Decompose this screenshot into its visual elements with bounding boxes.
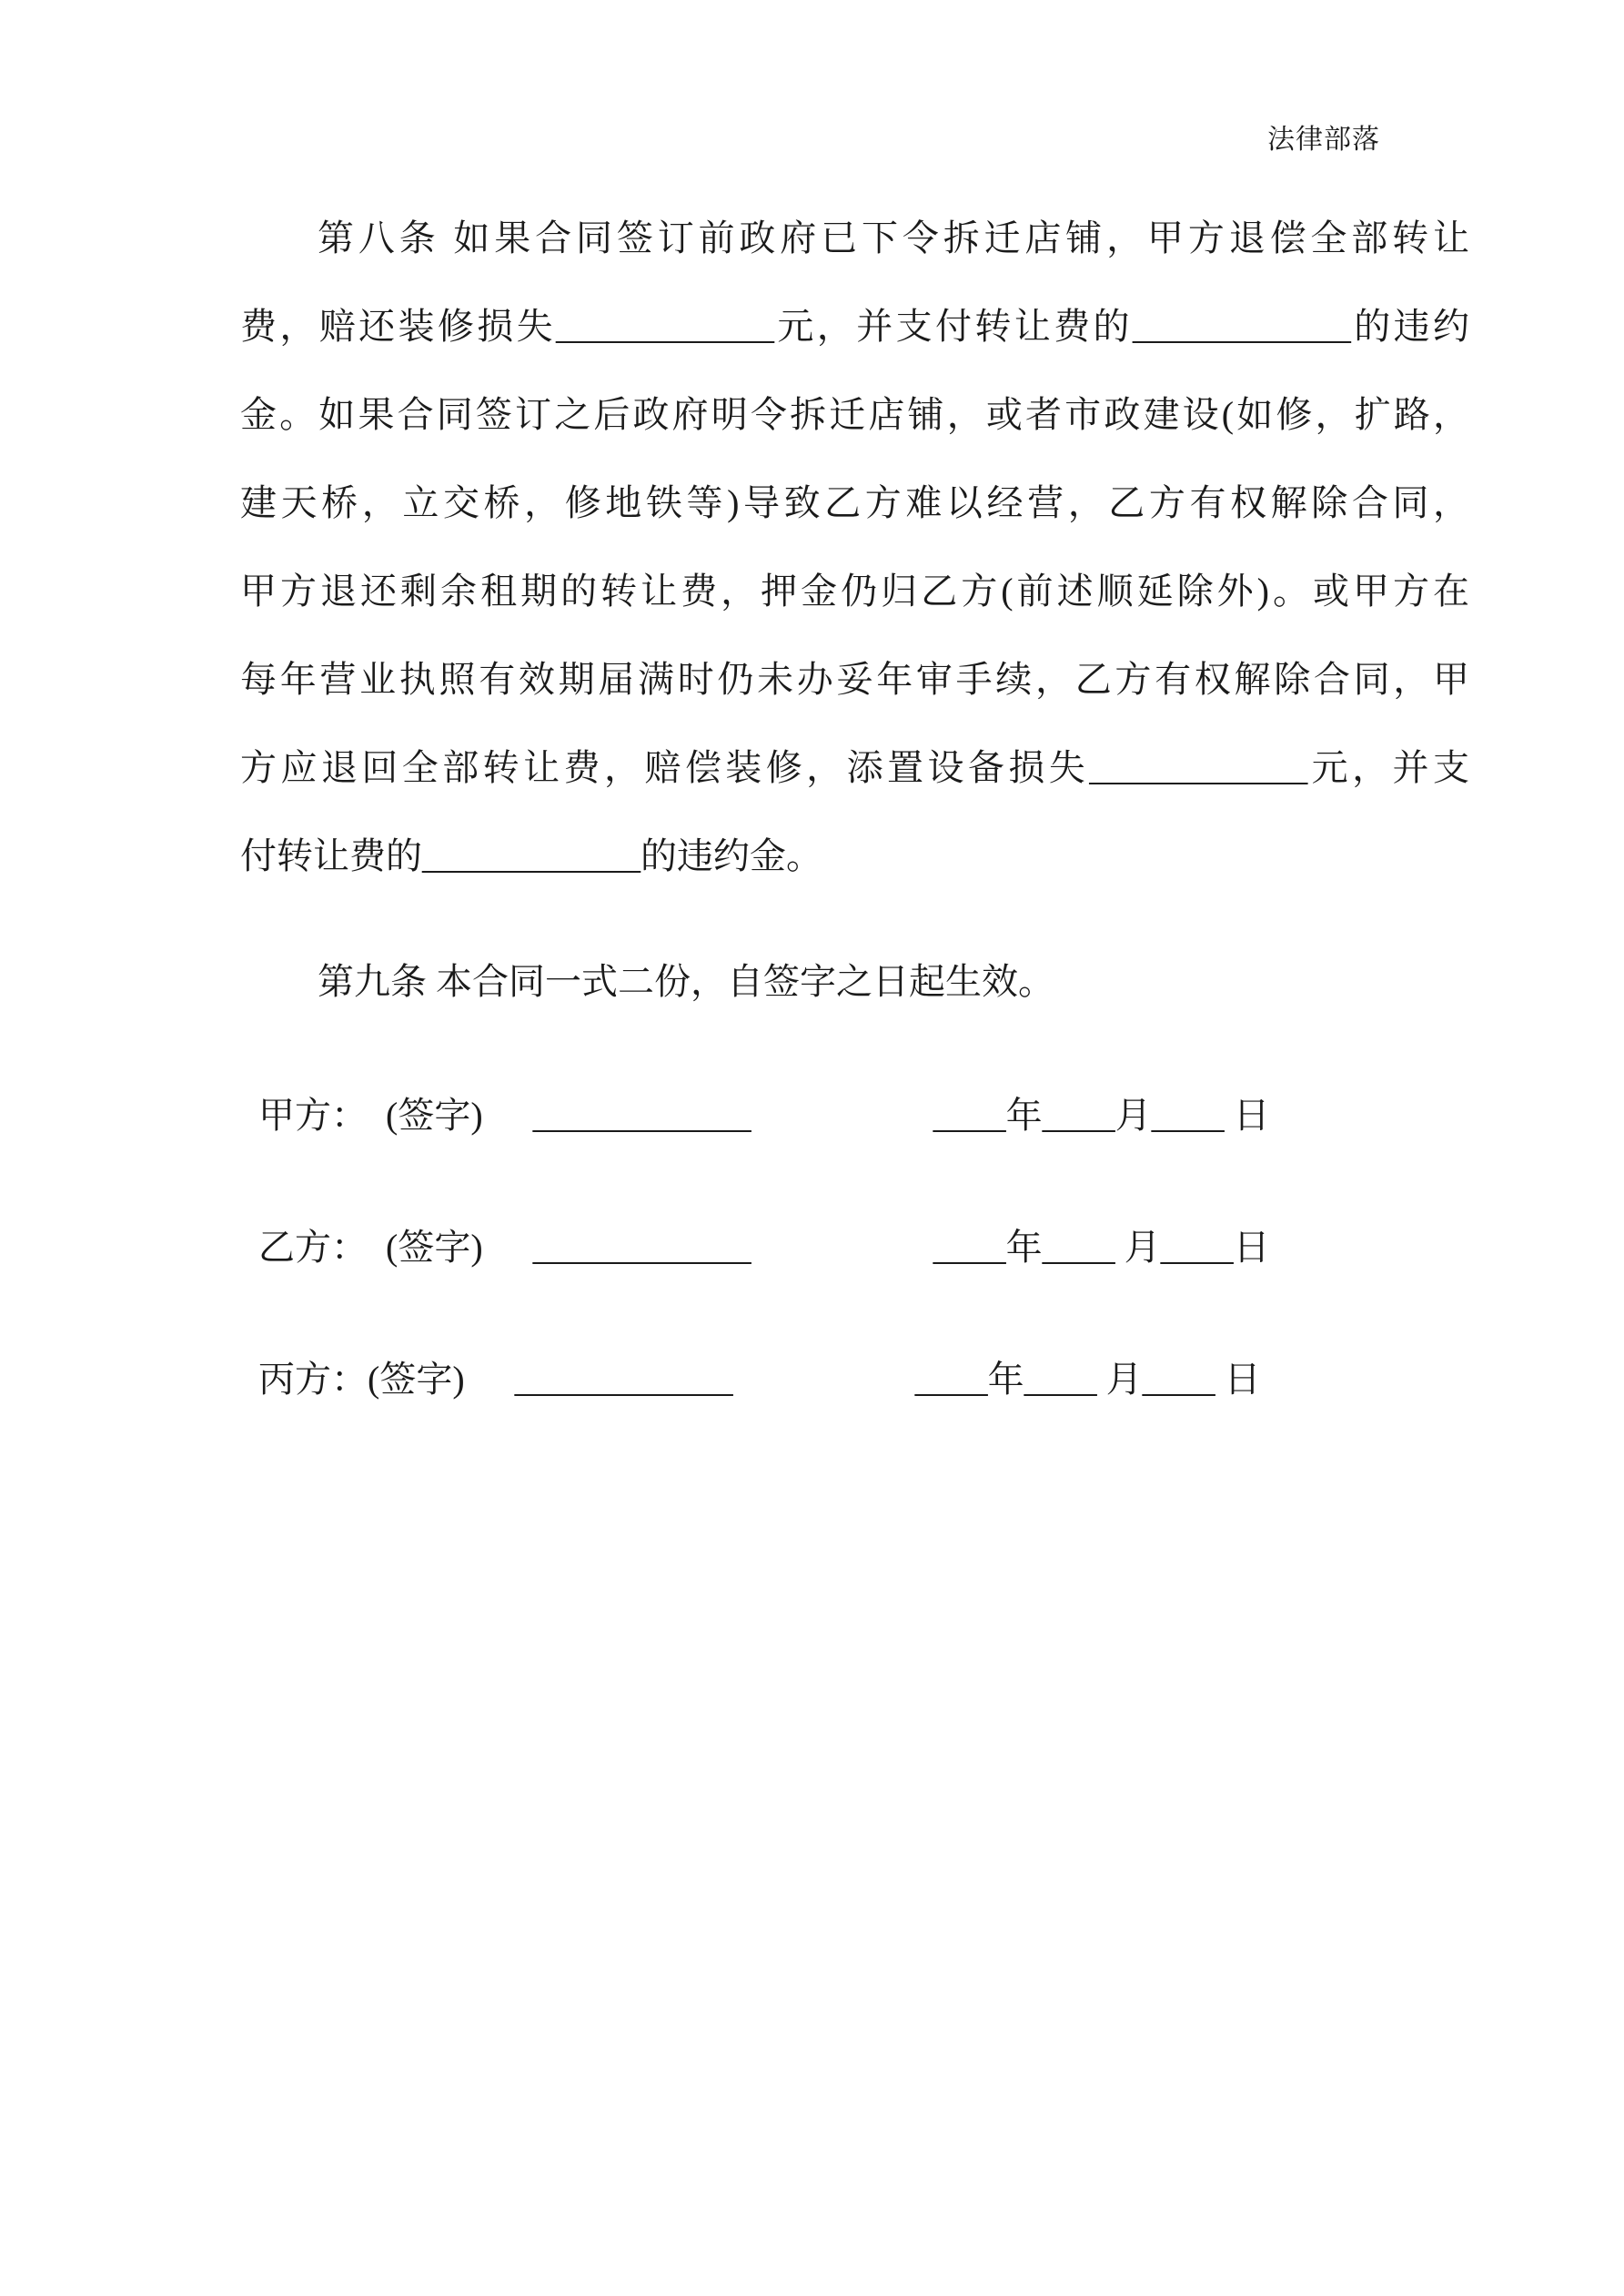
party-b-label: 乙方： (签字) <box>258 1227 483 1268</box>
contract-line: 第九条 本合同一式二份，自签字之日起生效。 <box>318 961 1054 1002</box>
article-9-paragraph <box>240 937 1469 1026</box>
party-b-signature-blank: ____________ <box>532 1227 751 1268</box>
party-a-signature-blank: ____________ <box>532 1095 751 1136</box>
party-a-date-blank: ____年____月____ 日 <box>933 1095 1270 1136</box>
contract-line: 每年营业执照有效期届满时仍未办妥年审手续，乙方有权解除合同，甲 <box>240 659 1469 700</box>
party-c-signature-blank: ____________ <box>514 1359 733 1400</box>
signature-row-party-c <box>240 1335 1469 1423</box>
party-c-date-blank: ____年____ 月____ 日 <box>914 1359 1261 1400</box>
party-c-label: 丙方：(签字) <box>258 1359 465 1400</box>
article-8-paragraph <box>240 194 1469 900</box>
contract-line: 方应退回全部转让费，赔偿装修，添置设备损失____________元，并支 <box>240 747 1469 788</box>
contract-line: 第八条 如果合同签订前政府已下令拆迁店铺，甲方退偿全部转让 <box>318 217 1469 258</box>
signature-row-party-a <box>240 1071 1469 1159</box>
contract-line: 建天桥，立交桥，修地铁等)导致乙方难以经营，乙方有权解除合同， <box>240 482 1469 523</box>
party-b-date-blank: ____年____ 月____日 <box>933 1227 1270 1268</box>
document-content <box>240 0 1469 1423</box>
signature-block <box>240 1071 1469 1423</box>
party-a-label: 甲方： (签字) <box>258 1095 483 1136</box>
contract-line: 金。如果合同签订之后政府明令拆迁店铺，或者市政建设(如修，扩路， <box>240 394 1469 435</box>
contract-line: 费，赔还装修损失____________元，并支付转让费的____________的违约 <box>240 306 1469 347</box>
site-watermark: 法律部落 <box>1267 125 1380 155</box>
contract-line: 甲方退还剩余租期的转让费，押金仍归乙方(前述顺延除外)。或甲方在 <box>240 571 1469 612</box>
contract-line: 付转让费的____________的违约金。 <box>240 835 822 876</box>
signature-row-party-b <box>240 1203 1469 1291</box>
